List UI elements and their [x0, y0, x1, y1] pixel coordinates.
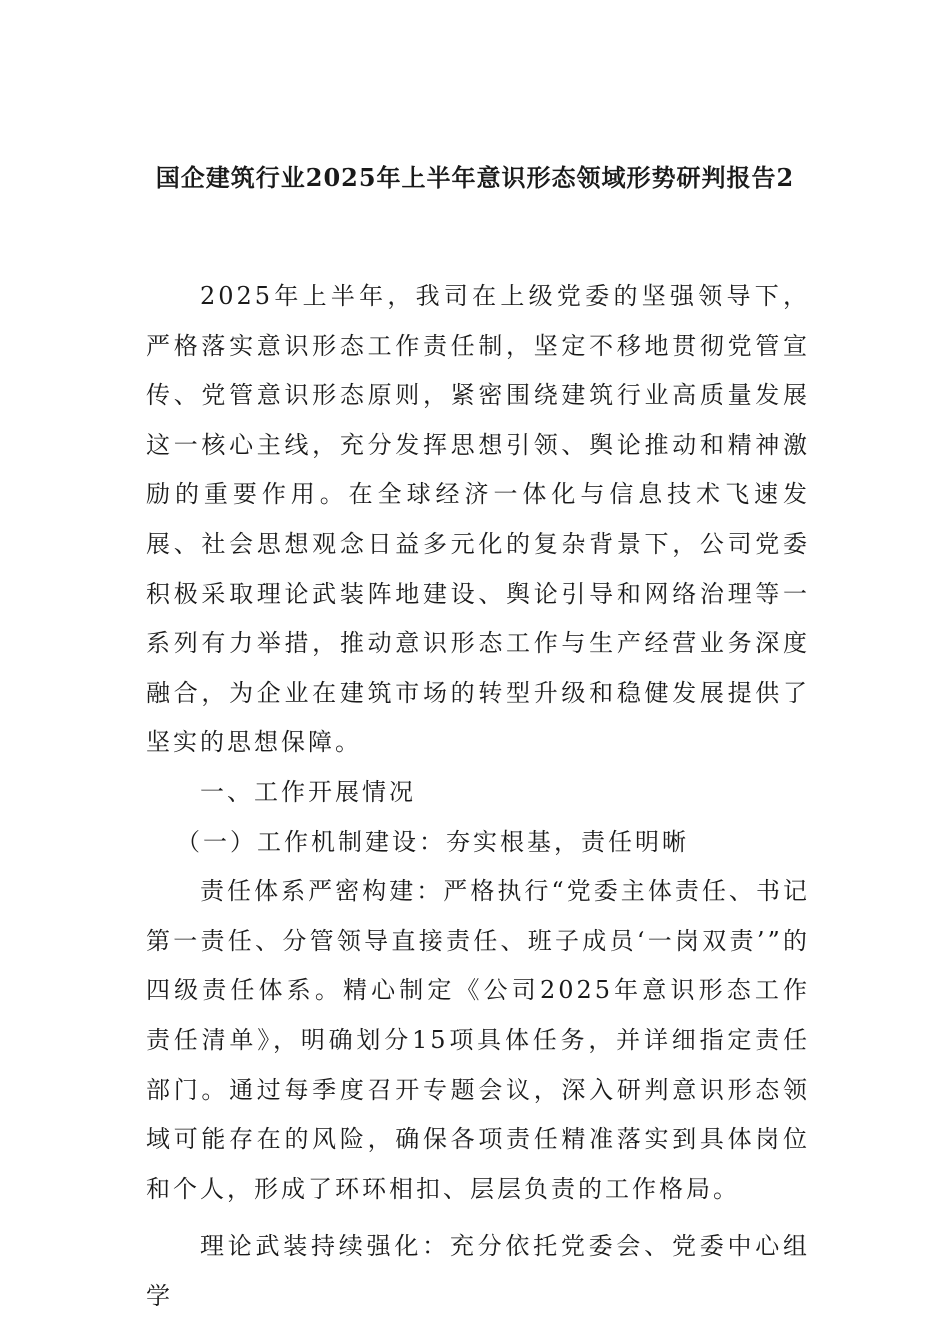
responsibility-paragraph: 责任体系严密构建：严格执行“党委主体责任、书记第一责任、分管领导直接责任、班子成员‘一岗双责’”的四级责任体系。精心制定《公司2025年意识形态工作责任清单》，明确划分15项具体任务，并详细指定责任部门。通过每季度召开专题会议，深入研判意识形态领域可能存在的风险，确保各项责任精准落实到具体岗位和个人，形成了环环相扣、层层负责的工作格局。 — [146, 877, 810, 1203]
theory-paragraph: 理论武装持续强化：充分依托党委会、党委中心组学 — [146, 1232, 810, 1310]
subsection-heading-mechanism: （一）工作机制建设：夯实根基，责任明晰 — [176, 827, 689, 856]
document-body — [146, 272, 810, 1321]
document-title: 国企建筑行业2025年上半年意识形态领域形势研判报告2 — [155, 163, 795, 192]
intro-paragraph: 2025年上半年，我司在上级党委的坚强领导下，严格落实意识形态工作责任制，坚定不移地贯彻党管宣传、党管意识形态原则，紧密围绕建筑行业高质量发展这一核心主线，充分发挥思想引领、舆论推动和精神激励的重要作用。在全球经济一体化与信息技术飞速发展、社会思想观念日益多元化的复杂背景下，公司党委积极采取理论武装阵地建设、舆论引导和网络治理等一系列有力举措，推动意识形态工作与生产经营业务深度融合，为企业在建筑市场的转型升级和稳健发展提供了坚实的思想保障。 — [146, 282, 810, 757]
section-heading-work-progress: 一、工作开展情况 — [200, 777, 416, 806]
